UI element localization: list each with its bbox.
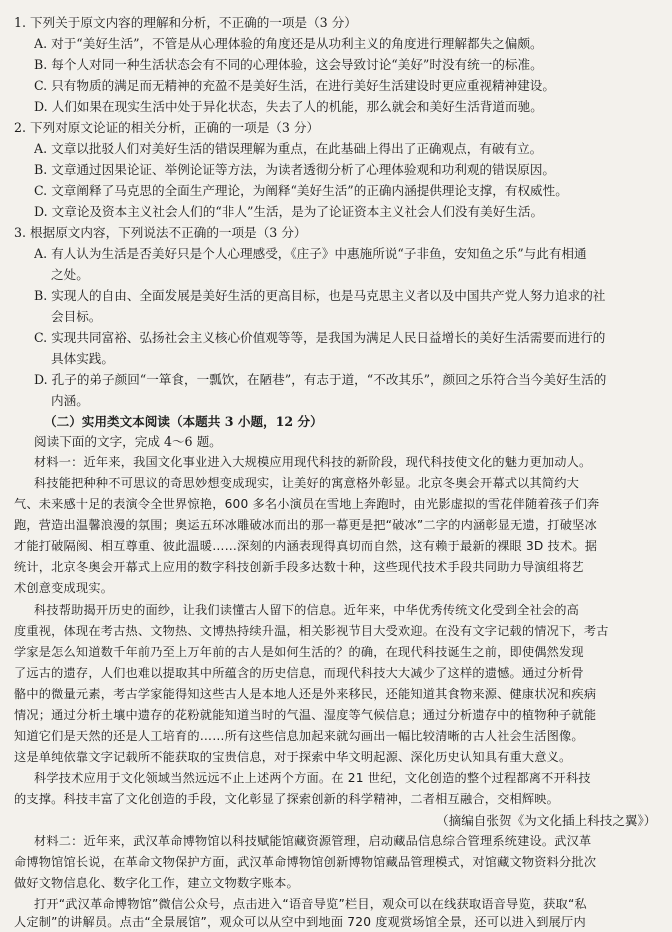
question-1-stem: 1. 下列关于原文内容的理解和分析，不正确的一项是（3 分） — [14, 15, 357, 30]
question-3-option-c-line-2: 具体实践。 — [51, 351, 114, 366]
material-1-line: 度重视，体现在考古热、文物热、文博热持续升温，相关影视节目大受欢迎。在没有文字记载的情况下，考古 — [14, 624, 609, 638]
question-2-option-d: D. 文章论及资本主义社会人们的“非人”生活，是为了论证资本主义社会人们没有美好生活。 — [34, 204, 544, 219]
material-1-line: 的支撑。科技丰富了文化创造的手段，文化彰显了探索创新的科学精神，二者相互融合，交相辉映。 — [14, 792, 560, 806]
question-3-option-d-line-1: D. 孔子的弟子颜回“一箪食，一瓢饮，在陋巷”，有志于道，“不改其乐”，颜回之乐符合当今美好生活的 — [34, 372, 607, 387]
question-3-option-a-line-1: A. 有人认为生活是否美好只是个人心理感受，《庄子》中惠施所说“子非鱼，安知鱼之乐”与此有相通 — [34, 246, 587, 261]
section-heading: （二）实用类文本阅读（本题共 3 小题，12 分） — [44, 414, 323, 429]
question-2-stem: 2. 下列对原文论证的相关分析，正确的一项是（3 分） — [14, 120, 320, 135]
question-1-option-a: A. 对于“美好生活”，不管是从心理体验的角度还是从功利主义的角度进行理解都失之偏颇。 — [34, 36, 543, 51]
material-1-line: 材料一：近年来，我国文化事业进入大规模应用现代科技的新阶段，现代科技使文化的魅力更加动人。 — [34, 455, 592, 469]
question-3-option-d-line-2: 内涵。 — [51, 393, 89, 408]
material-2-line: 材料二：近年来，武汉革命博物馆以科技赋能馆藏资源管理，启动藏品信息综合管理系统建设。武汉革 — [34, 834, 592, 848]
material-1-source: （摘编自张贺《为文化插上科技之翼》） — [436, 813, 657, 828]
material-1-line: 术创意变成现实。 — [14, 581, 114, 595]
material-1-line: 才能打破隔阂、相互尊重、彼此温暖……深刻的内涵表现得真切而自然，这有赖于最新的裸眼 3D 技术。据 — [14, 539, 598, 553]
material-1-line: 气、未来感十足的表演令全世界惊艳，600 多名小演员在雪地上奔跑时，由光影虚拟的雪花伴随着孩子们奔 — [14, 497, 600, 511]
material-1-line: 统计，北京冬奥会开幕式上应用的数字科技创新手段多达数十种，这些现代技术手段共同助力导演组将艺 — [14, 560, 584, 574]
question-1-option-c: C. 只有物质的满足而无精神的充盈不是美好生活，在进行美好生活建设时更应重视精神建设。 — [34, 78, 555, 93]
material-1-line: 骼中的微量元素，考古学家能得知这些古人是本地人还是外来移民，还能知道其食物来源、健康状况和疾病 — [14, 687, 597, 701]
material-1-line: 了远古的遗存，人们也难以提取其中所蕴含的历史信息，而现代科技大大减少了这样的遗憾。通过分析骨 — [14, 666, 584, 680]
question-3-option-a-line-2: 之处。 — [51, 267, 89, 282]
question-2-option-c: C. 文章阐释了马克思的全面生产理论，为阐释“美好生活”的正确内涵提供理论支撑，有权威性。 — [34, 183, 568, 198]
material-2-line: 打开“武汉革命博物馆”微信公众号，点击进入“语音导览”栏目，观众可以在线获取语音导览，获取“私 — [34, 897, 587, 911]
material-2-line: 人定制”的讲解员。点击“全景展馆”，观众可以从空中到地面 720 度观赏场馆全景，还可以进入到展厅内 — [14, 915, 586, 929]
material-1-line: 科技能把种种不可思议的奇思妙想变成现实，让美好的寓意格外彰显。北京冬奥会开幕式以其简约大 — [34, 476, 580, 490]
material-1-line: 这是单纯依靠文字记载所不能获取的宝贵信息，对于探索中华文明起源、深化历史认知具有重大意义。 — [14, 750, 572, 764]
material-1-line: 跑，营造出温馨浪漫的氛围；奥运五环冰雕破冰而出的那一幕更是把“破冰”二字的内涵彰显无遗，打破坚冰 — [14, 518, 597, 532]
material-2-line: 做好文物信息化、数字化工作，建立文物数字账本。 — [14, 876, 299, 890]
material-1-line: 情况；通过分析土壤中遗存的花粉就能知道当时的气温、湿度等气候信息；通过分析遗存中的植物种子就能 — [14, 708, 597, 722]
section-instruction: 阅读下面的文字，完成 4～6 题。 — [34, 434, 222, 449]
question-2-option-b: B. 文章通过因果论证、举例论证等方法，为读者透彻分析了心理体验观和功利观的错误原因。 — [34, 162, 556, 177]
material-1-line: 科技帮助揭开历史的面纱，让我们读懂古人留下的信息。近年来，中华优秀传统文化受到全社会的高 — [34, 603, 580, 617]
material-1-line: 科学技术应用于文化领域当然远远不止上述两个方面。在 21 世纪，文化创造的整个过程都离不开科技 — [34, 771, 591, 785]
question-1-option-d: D. 人们如果在现实生活中处于异化状态，失去了人的机能，那么就会和美好生活背道而驰。 — [34, 99, 543, 114]
material-1-line: 学家是怎么知道数千年前乃至上万年前的古人是如何生活的？的确，在现代科技诞生之前，即使偶然发现 — [14, 645, 584, 659]
question-1-option-b: B. 每个人对同一种生活状态会有不同的心理体验，这会导致讨论“美好”时没有统一的标准。 — [34, 57, 543, 72]
question-3-option-c-line-1: C. 实现共同富裕、弘扬社会主义核心价值观等等，是我国为满足人民日益增长的美好生活需要而进行的 — [34, 330, 606, 345]
question-3-stem: 3. 根据原文内容，下列说法不正确的一项是（3 分） — [14, 225, 307, 240]
material-1-line: 知道它们是天然的还是人工培育的……所有这些信息加起来就勾画出一幅比较清晰的古人社会生活图像。 — [14, 729, 584, 743]
question-3-option-b-line-2: 会目标。 — [51, 309, 102, 324]
question-3-option-b-line-1: B. 实现人的自由、全面发展是美好生活的更高目标，也是马克思主义者以及中国共产党人努力追求的社 — [34, 288, 606, 303]
material-2-line: 命博物馆馆长说，在革命文物保护方面，武汉革命博物馆创新博物馆藏品管理模式，对馆藏文物资料分批次 — [14, 855, 597, 869]
question-2-option-a: A. 文章以批驳人们对美好生活的错误理解为重点，在此基础上得出了正确观点，有破有立。 — [34, 141, 543, 156]
